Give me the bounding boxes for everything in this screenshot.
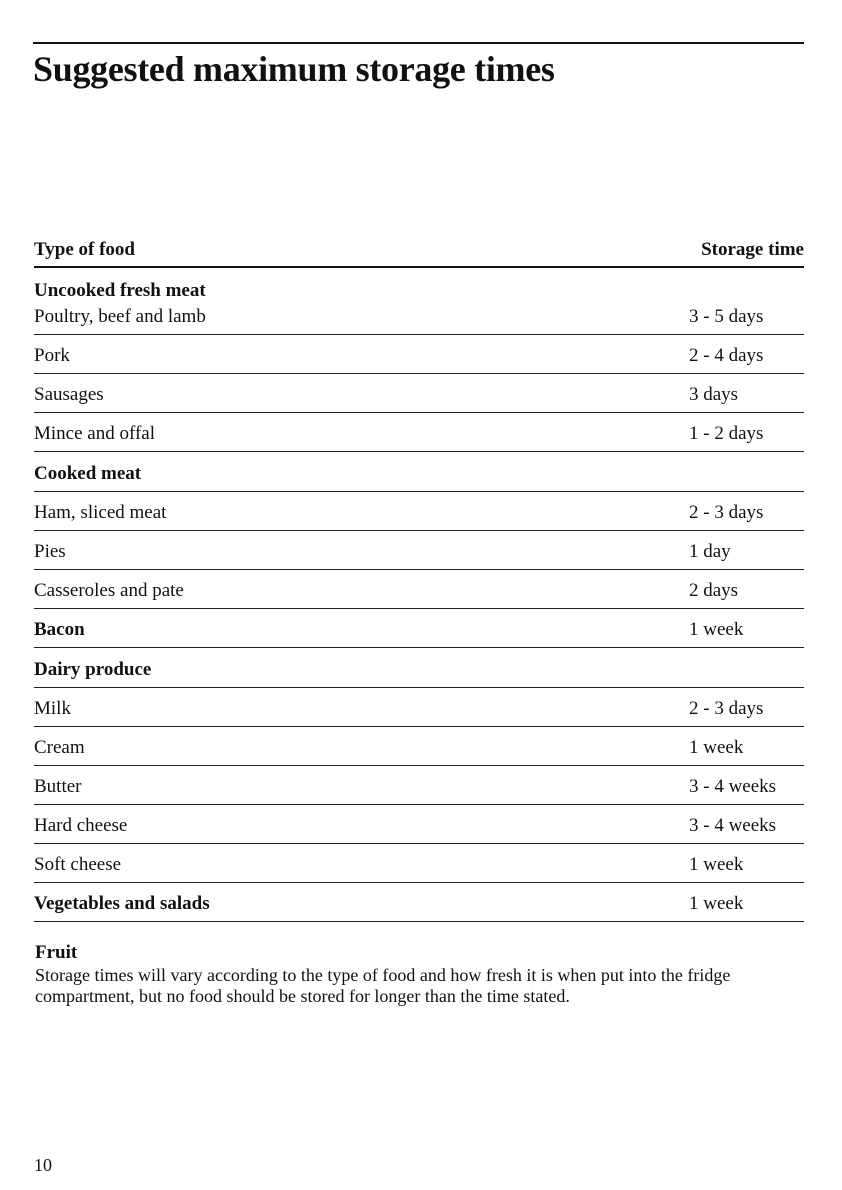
table-row bbox=[34, 374, 804, 413]
table-row bbox=[34, 844, 804, 883]
section-label-bacon: Bacon bbox=[34, 619, 85, 640]
table-row bbox=[34, 648, 804, 688]
food-cell: Sausages bbox=[34, 384, 104, 405]
time-cell: 3 - 4 weeks bbox=[689, 815, 777, 836]
time-cell: 1 - 2 days bbox=[689, 423, 764, 444]
fruit-note bbox=[35, 941, 795, 1007]
time-cell: 1 week bbox=[689, 619, 744, 640]
section-label-cooked: Cooked meat bbox=[34, 463, 142, 484]
page-number: 10 bbox=[34, 1155, 52, 1175]
table-row bbox=[34, 727, 804, 766]
time-cell: 2 - 3 days bbox=[689, 698, 764, 719]
time-cell: 3 days bbox=[689, 384, 739, 405]
table-row bbox=[34, 413, 804, 452]
food-cell: Milk bbox=[34, 698, 71, 719]
time-cell: 3 - 5 days bbox=[689, 306, 764, 327]
fruit-text: Storage times will vary according to the type of food and how fresh it is when put into the fridge compartment, but no food should be stored for longer than the time stated. bbox=[35, 965, 731, 1006]
table-row bbox=[34, 268, 804, 335]
table-row bbox=[34, 883, 804, 922]
table-row bbox=[34, 609, 804, 648]
food-cell: Pork bbox=[34, 345, 70, 366]
table-row bbox=[34, 805, 804, 844]
time-cell: 1 day bbox=[689, 541, 731, 562]
time-cell: 1 week bbox=[689, 893, 744, 914]
table-header bbox=[34, 234, 804, 268]
header-time: Storage time bbox=[701, 239, 804, 260]
time-cell: 3 - 4 weeks bbox=[689, 776, 777, 797]
food-cell: Cream bbox=[34, 737, 85, 758]
time-cell: 2 - 3 days bbox=[689, 502, 764, 523]
section-label-dairy: Dairy produce bbox=[34, 659, 152, 680]
top-rule bbox=[33, 42, 804, 44]
food-cell: Hard cheese bbox=[34, 815, 128, 836]
table-row bbox=[34, 335, 804, 374]
fruit-heading: Fruit bbox=[35, 942, 78, 963]
section-label-uncooked: Uncooked fresh meat bbox=[34, 280, 206, 301]
food-cell: Poultry, beef and lamb bbox=[34, 306, 206, 327]
table-row bbox=[34, 570, 804, 609]
table-row bbox=[34, 492, 804, 531]
time-cell: 1 week bbox=[689, 737, 744, 758]
table-row bbox=[34, 531, 804, 570]
header-food: Type of food bbox=[34, 239, 135, 260]
food-cell: Pies bbox=[34, 541, 66, 562]
table-row bbox=[34, 688, 804, 727]
food-cell: Soft cheese bbox=[34, 854, 122, 875]
storage-table bbox=[34, 234, 804, 922]
time-cell: 2 days bbox=[689, 580, 739, 601]
time-cell: 1 week bbox=[689, 854, 744, 875]
time-cell: 2 - 4 days bbox=[689, 345, 764, 366]
section-label-vegetables: Vegetables and salads bbox=[34, 893, 210, 914]
page-title: Suggested maximum storage times bbox=[33, 49, 555, 89]
table-row bbox=[34, 452, 804, 492]
food-cell: Casseroles and pate bbox=[34, 580, 184, 601]
food-cell: Ham, sliced meat bbox=[34, 502, 167, 523]
food-cell: Mince and offal bbox=[34, 423, 155, 444]
table-row bbox=[34, 766, 804, 805]
food-cell: Butter bbox=[34, 776, 82, 797]
